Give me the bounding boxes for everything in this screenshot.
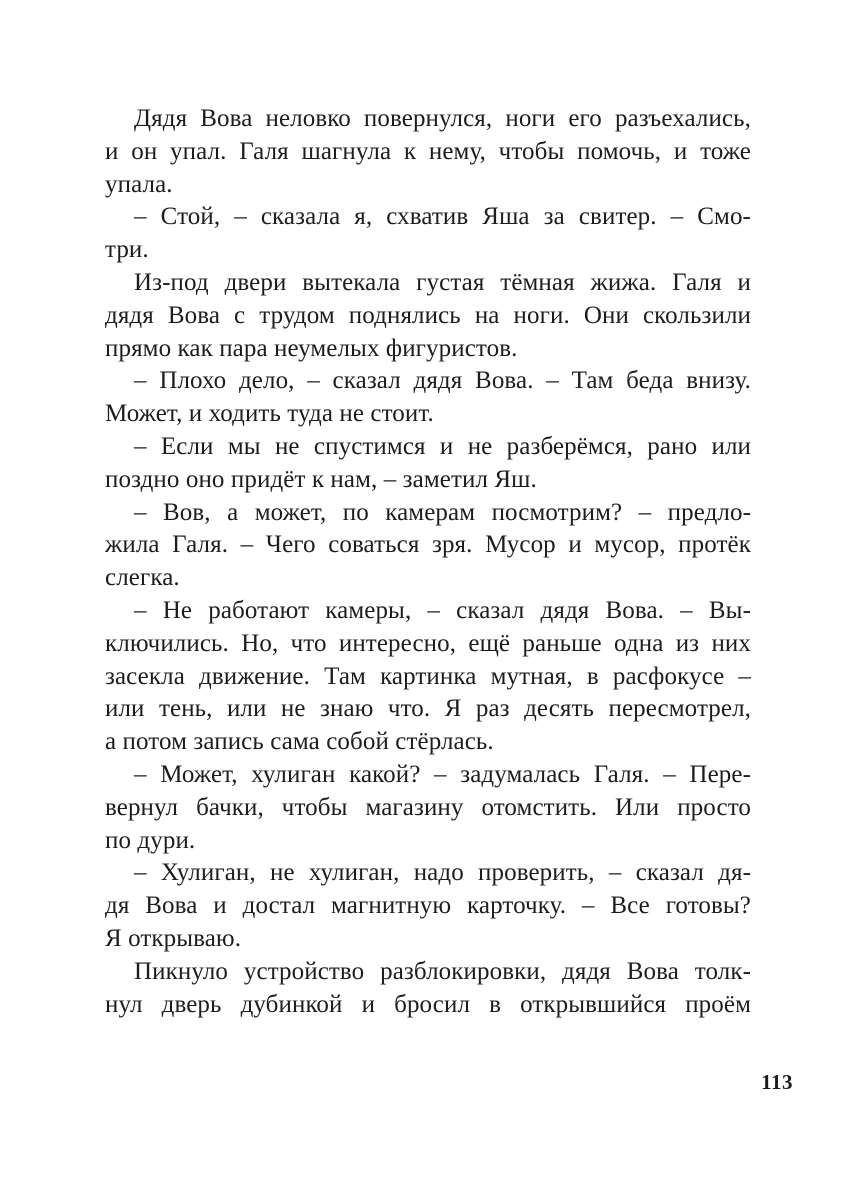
text-line: – Плохо дело, – сказал дядя Вова. – Там беда внизу. xyxy=(134,367,751,395)
paragraph xyxy=(105,956,751,1022)
text-line: дядя Вова с трудом поднялись на ноги. Они скользили xyxy=(105,301,751,329)
text-line: дя Вова и достал магнитную карточку. – Все готовы? xyxy=(105,892,751,920)
text-line: а потом запись сама собой стёрлась. xyxy=(105,728,494,756)
paragraph xyxy=(105,103,751,201)
paragraph xyxy=(105,365,751,431)
text-line: засекла движение. Там картинка мутная, в расфокусе – xyxy=(105,662,751,690)
paragraph xyxy=(105,497,751,595)
text-line: и он упал. Галя шагнула к нему, чтобы помочь, и тоже xyxy=(105,137,751,165)
paragraph xyxy=(105,267,751,365)
text-line: – Вов, а может, по камерам посмотрим? – предло- xyxy=(134,498,751,526)
text-line: Я открываю. xyxy=(105,924,242,952)
text-line: Пикнуло устройство разблокировки, дядя Вова толк- xyxy=(134,957,751,985)
text-line: нул дверь дубинкой и бросил в открывшийся проём xyxy=(105,990,751,1018)
text-line: слегка. xyxy=(105,564,180,592)
paragraph xyxy=(105,759,751,857)
text-line: – Может, хулиган какой? – задумалась Галя. – Пере- xyxy=(134,760,751,788)
text-line: Может, и ходить туда не стоит. xyxy=(105,400,434,428)
text-line: Дядя Вова неловко повернулся, ноги его разъехались, xyxy=(134,105,751,132)
page-number: 113 xyxy=(761,1070,793,1094)
text-line: – Не работают камеры, – сказал дядя Вова. – Вы- xyxy=(134,596,751,624)
paragraph xyxy=(105,595,751,759)
text-line: вернул бачки, чтобы магазину отомстить. Или просто xyxy=(105,793,751,821)
text-line: упала. xyxy=(105,170,173,198)
text-line: – Стой, – сказала я, схватив Яша за свитер. – Смо- xyxy=(134,203,751,231)
text-line: Из-под двери вытекала густая тёмная жижа. Галя и xyxy=(134,268,751,296)
text-line: – Хулиган, не хулиган, надо проверить, – сказал дя- xyxy=(134,859,751,887)
text-line: или тень, или не знаю что. Я раз десять пересмотрел, xyxy=(105,695,751,723)
text-line: прямо как пара неумелых фигуристов. xyxy=(105,334,518,362)
page-text-block xyxy=(105,103,751,1021)
text-line: – Если мы не спустимся и не разберёмся, рано или xyxy=(134,432,751,460)
text-line: по дури. xyxy=(105,826,196,854)
text-line: поздно оно придёт к нам, – заметил Яш. xyxy=(105,465,537,493)
paragraph xyxy=(105,201,751,267)
text-line: три. xyxy=(105,236,149,264)
paragraph xyxy=(105,431,751,497)
paragraph xyxy=(105,857,751,955)
text-line: жила Галя. – Чего соваться зря. Мусор и мусор, протёк xyxy=(105,531,751,559)
text-line: ключились. Но, что интересно, ещё раньше одна из них xyxy=(105,629,751,657)
